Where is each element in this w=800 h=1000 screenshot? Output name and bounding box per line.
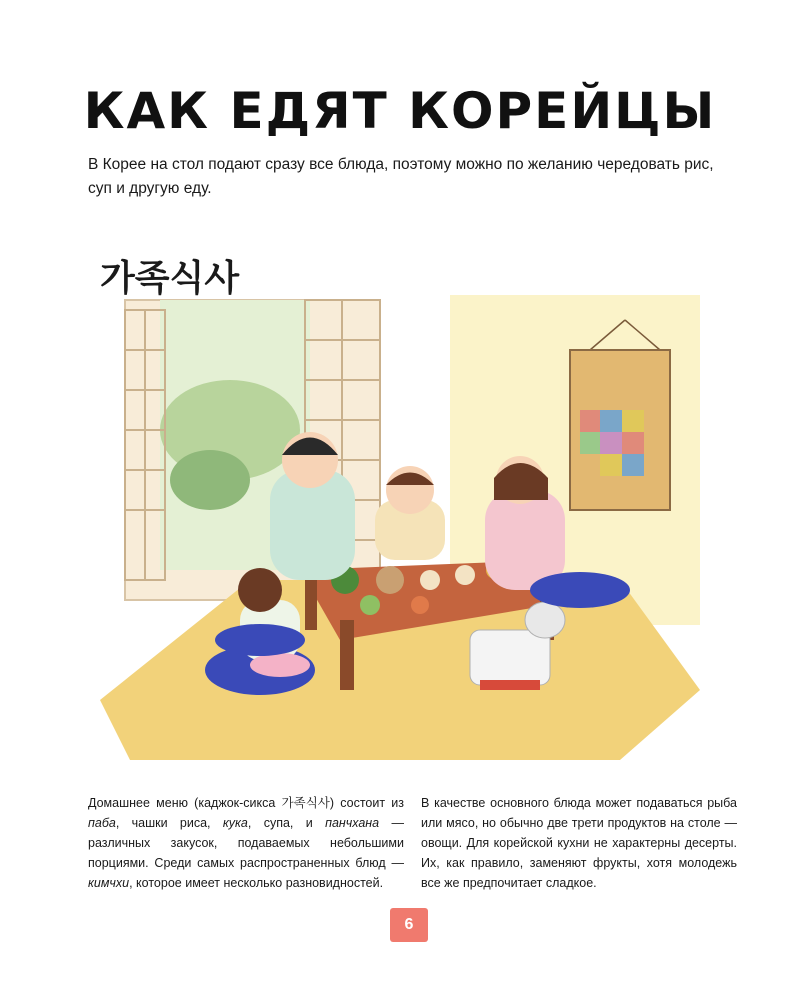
boy [375, 466, 445, 560]
intro-paragraph: В Корее на стол подают сразу все блюда, поэтому можно по желанию чередовать рис, суп и другую еду. [88, 156, 714, 197]
right-column-text: В качестве основного блюда может подаваться рыба или мясо, но обычно две трети продуктов на столе — овощи. Для корейской кухни не характерны десерты. Их, как правило, заменяют фрукты, хотя молодежь все же предпочитает сладкое. [421, 796, 737, 890]
father-cushion [215, 624, 305, 656]
korean-caption: 가족식사 [100, 258, 240, 299]
mother-cushion [530, 572, 630, 608]
page-number: 6 [390, 908, 428, 942]
left-column-text: Домашнее меню (каджок-сикса 가족식사) состоит из паба, чашки риса, кука, супа, и панчхана — различных закусок, подаваемых небольшими порциями. Среди самых распространенных блюд — кимчхи, которое имеет несколько разновидностей. [88, 796, 404, 890]
family-meal-illustration [100, 280, 720, 780]
page-title: КАК ЕДЯТ КОРЕЙЦЫ [83, 82, 717, 140]
